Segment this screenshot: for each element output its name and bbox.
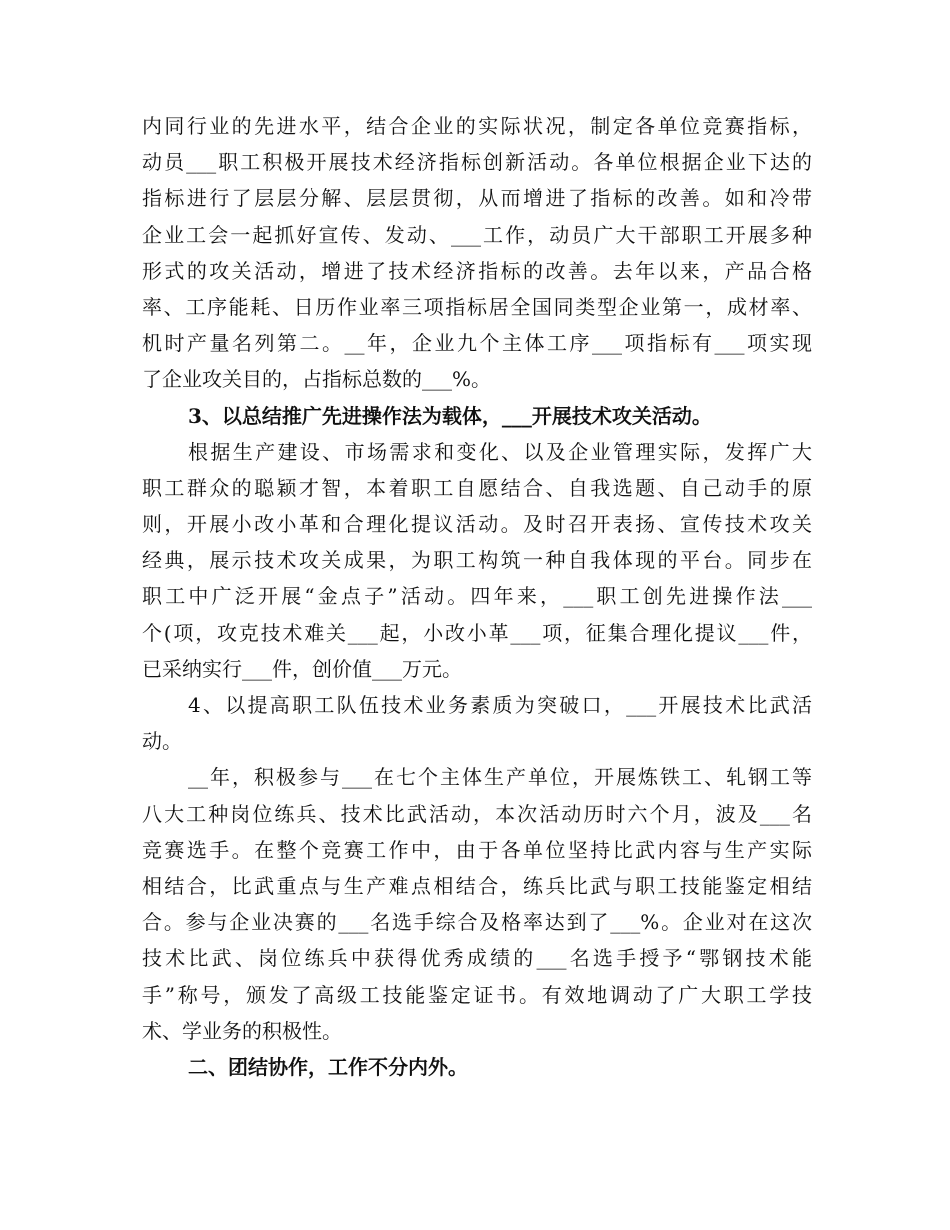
text-line: 八大工种岗位练兵、技术比武活动，本次活动历时六个月，波及___名 [142, 801, 812, 826]
text-line: 企业工会一起抓好宣传、发动、___工作，动员广大干部职工开展多种 [142, 222, 812, 247]
text-line: 了企业攻关目的，占指标总数的___%。 [142, 367, 492, 392]
text-line: 经典，展示技术攻关成果，为职工构筑一种自我体现的平台。同步在 [142, 548, 812, 573]
paragraph [142, 759, 812, 1049]
text-line: 合。参与企业决赛的___名选手综合及格率达到了___%。企业对在这次 [142, 910, 812, 935]
text-line: 动员___职工积极开展技术经济指标创新活动。各单位根据企业下达的 [142, 150, 812, 175]
text-line: 3、以总结推广先进操作法为载体，___开展技术攻关活动。 [188, 403, 712, 428]
text-line: 竞赛选手。在整个竞赛工作中，由于各单位坚持比武内容与生产实际 [142, 837, 812, 862]
document-body [142, 108, 812, 1085]
text-line: 机时产量名列第二。__年，企业九个主体工序___项指标有___项实现 [142, 331, 812, 356]
text-line: 根据生产建设、市场需求和变化、以及企业管理实际，发挥广大 [188, 439, 812, 464]
text-line: 则，开展小改小革和合理化提议活动。及时召开表扬、宣传技术攻关 [142, 512, 812, 537]
text-line: 技术比武、岗位练兵中获得优秀成绩的___名选手授予“鄂钢技术能 [142, 946, 812, 971]
text-line: 二、团结协作，工作不分内外。 [188, 1054, 468, 1079]
paragraph [142, 108, 812, 398]
text-line: 相结合，比武重点与生产难点相结合，练兵比武与职工技能鉴定相结 [142, 873, 812, 898]
text-line: 职工中广泛开展“金点子”活动。四年来，___职工创先进操作法___ [142, 584, 812, 609]
paragraph [142, 434, 812, 687]
text-line: 术、学业务的积极性。 [142, 1018, 342, 1043]
text-line: 个(项，攻克技术难关___起，小改小革___项，征集合理化提议___件， [142, 620, 812, 645]
text-line: 率、工序能耗、日历作业率三项指标居全国同类型企业第一，成材率、 [142, 294, 812, 319]
text-line: 已采纳实行___件，创价值___万元。 [142, 656, 462, 681]
text-line: 职工群众的聪颖才智，本着职工自愿结合、自我选题、自己动手的原 [142, 475, 812, 500]
text-line: __年，积极参与___在七个主体生产单位，开展炼铁工、轧钢工等 [188, 765, 812, 790]
paragraph [142, 687, 812, 759]
text-line: 指标进行了层层分解、层层贯彻，从而增进了指标的改善。如和冷带 [142, 186, 812, 211]
text-line: 手”称号，颁发了高级工技能鉴定证书。有效地调动了广大职工学技 [142, 982, 812, 1007]
text-line: 动。 [142, 729, 182, 754]
section-heading [142, 398, 812, 434]
text-line: 4、以提高职工队伍技术业务素质为突破口，___开展技术比武活 [188, 693, 812, 717]
text-line: 内同行业的先进水平，结合企业的实际状况，制定各单位竞赛指标， [142, 114, 812, 138]
text-line: 形式的攻关活动，增进了技术经济指标的改善。去年以来，产品合格 [142, 258, 812, 283]
section-heading [142, 1049, 812, 1085]
